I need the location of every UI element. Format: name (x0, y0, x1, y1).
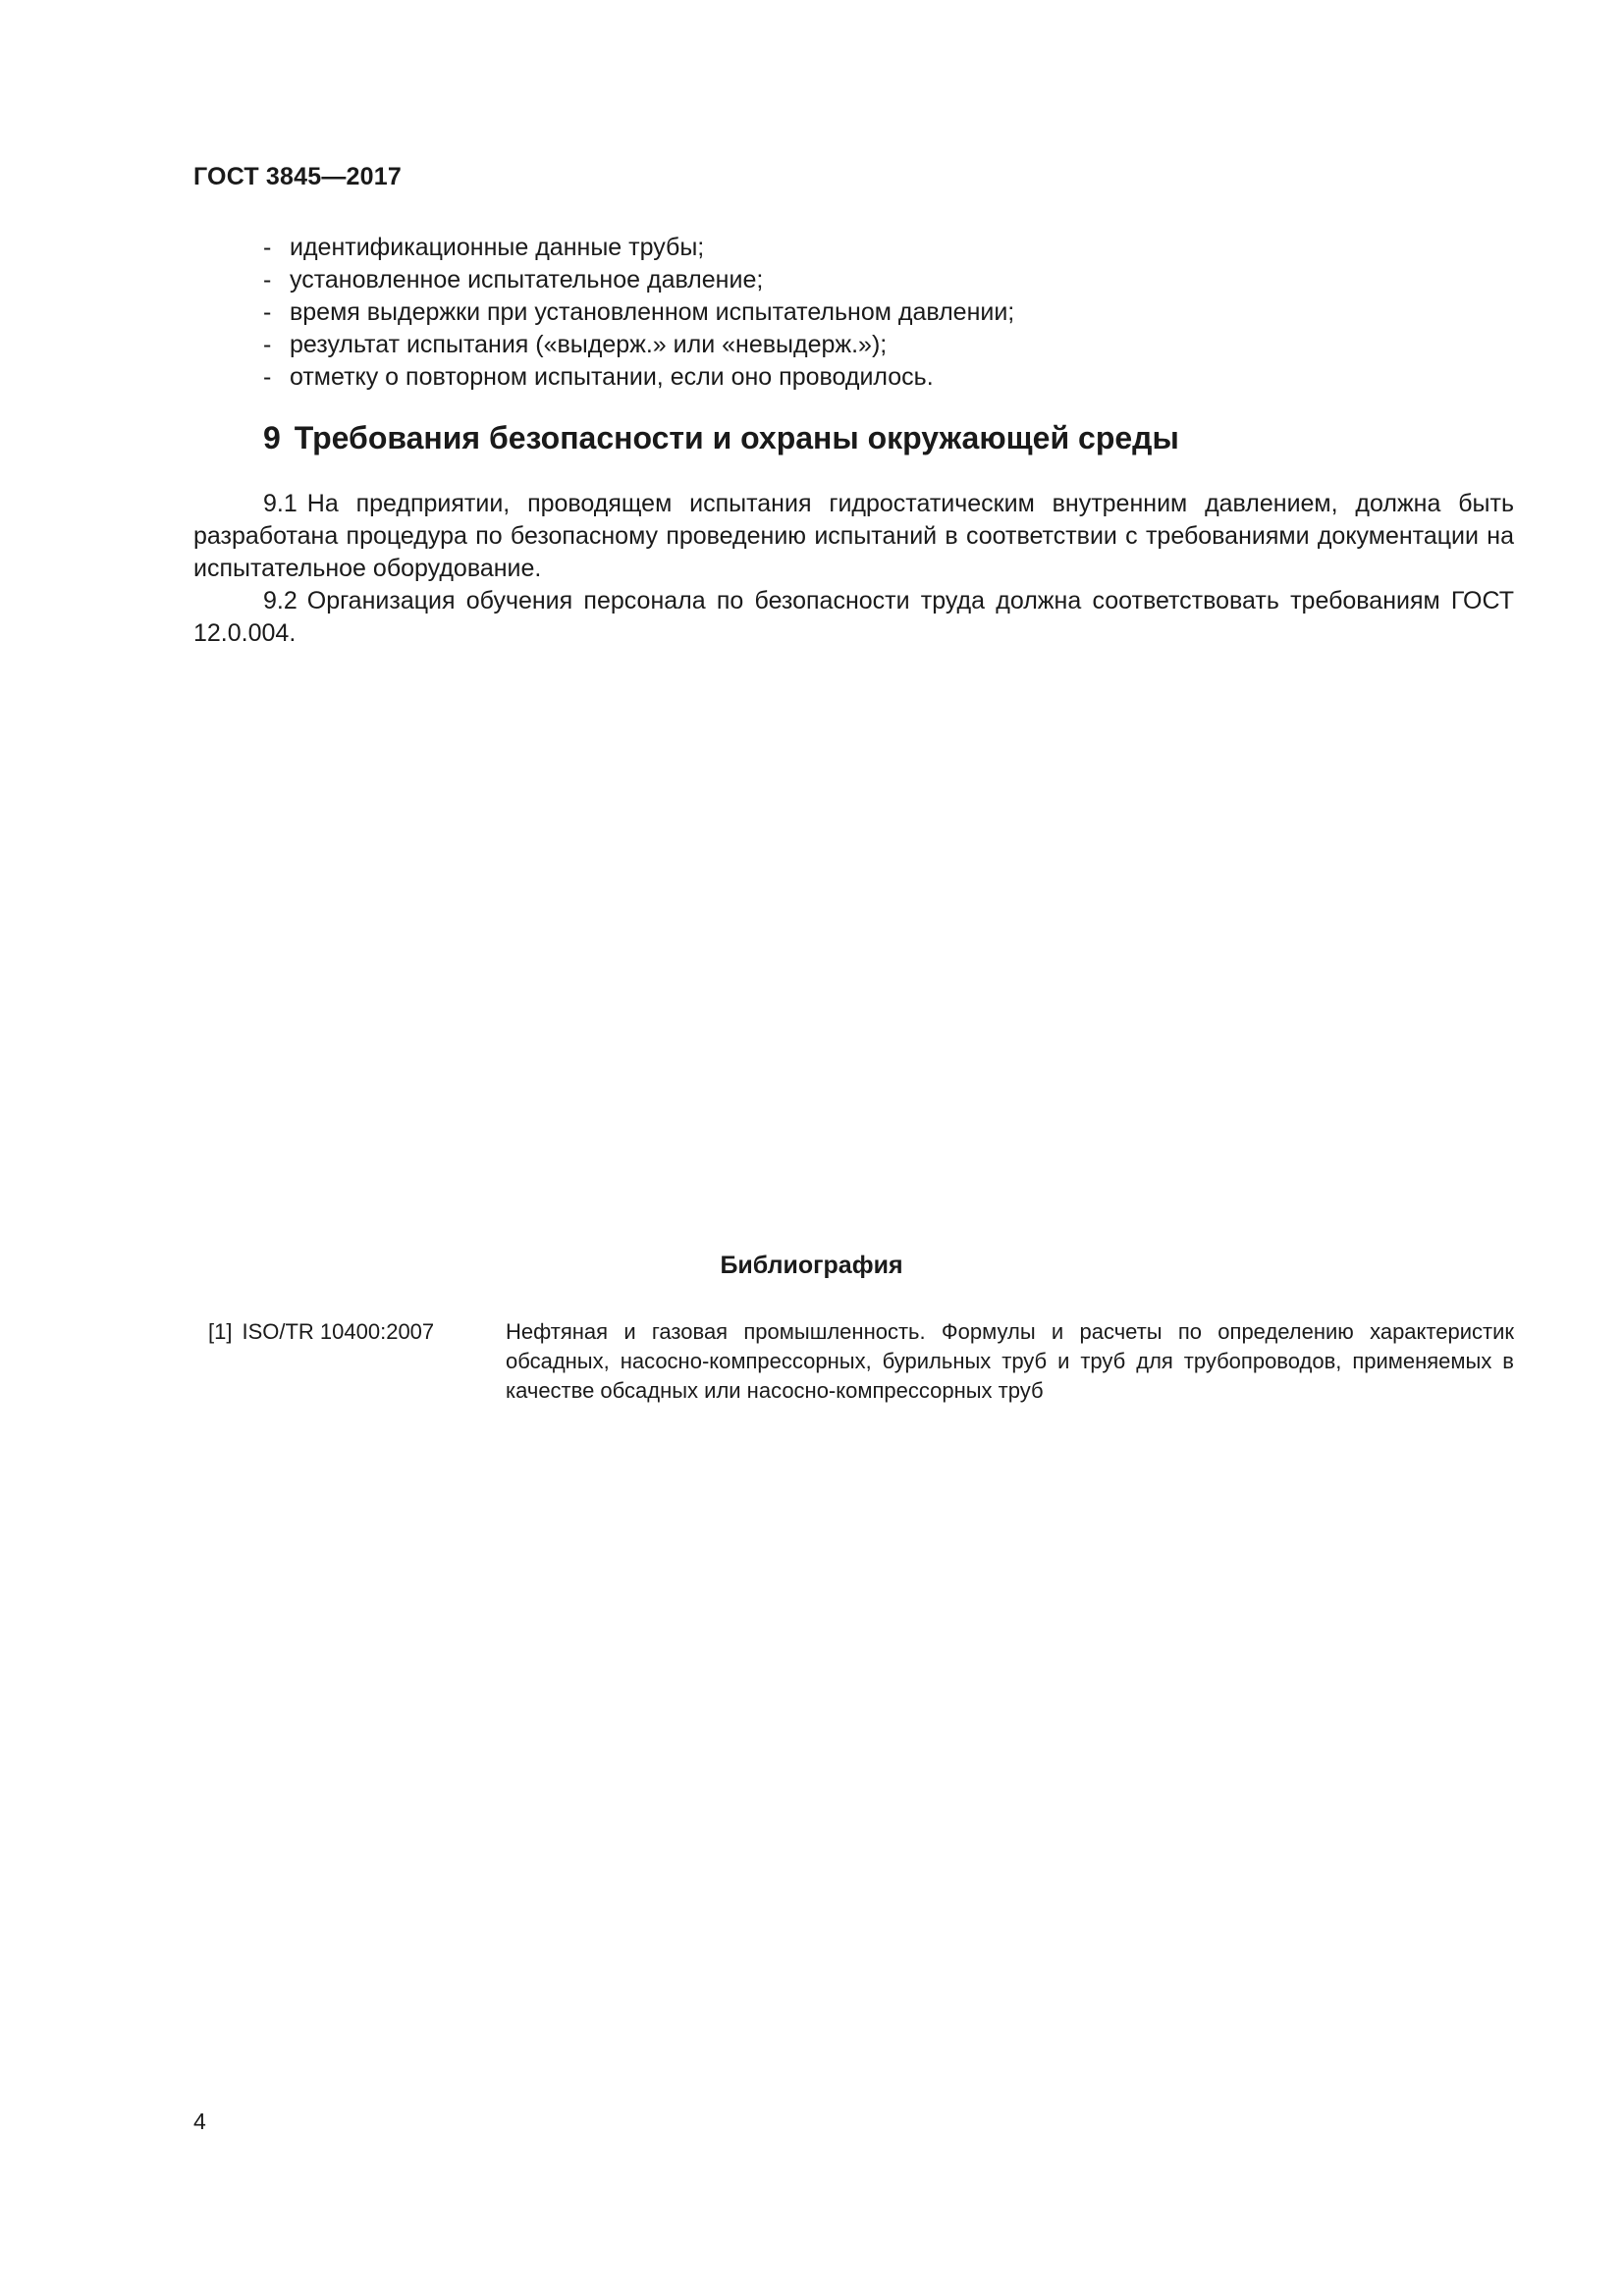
list-item: - установленное испытательное давление; (263, 264, 1014, 296)
paragraph-text: На предприятии, проводящем испытания гидростатическим внутренним давлением, должна быть разработана процедура по безопасному проведению испытаний в соответствии с требованиями документации на испытательное оборудование. (193, 490, 1514, 582)
page-number: 4 (193, 2109, 206, 2134)
paragraph-text: Организация обучения персонала по безопасности труда должна соответствовать требованиям ГОСТ 12.0.004. (193, 587, 1514, 647)
list-item: - идентификационные данные трубы; (263, 232, 1014, 264)
bibliography-reference (208, 1317, 434, 1347)
list-item: - результат испытания («выдерж.» или «невыдерж.»); (263, 329, 1014, 361)
section-heading (263, 420, 1179, 456)
section-title: Требования безопасности и охраны окружающей среды (294, 420, 1179, 455)
paragraph-number: 9.2 (263, 587, 298, 614)
paragraph-9-2 (193, 585, 1514, 650)
requirements-list (263, 232, 1014, 394)
list-item: - отметку о повторном испытании, если оно проводилось. (263, 361, 1014, 394)
bibliography-index: [1] (208, 1319, 233, 1344)
bibliography-text: Нефтяная и газовая промышленность. Формулы и расчеты по определению характеристик обсадных, насосно-компрессорных, бурильных труб и труб для трубопроводов, применяемых в качестве обсадных или насосно-компрессорных труб (506, 1319, 1514, 1403)
bibliography-title: Библиография (720, 1252, 903, 1279)
paragraph-number: 9.1 (263, 490, 298, 517)
list-item: - время выдержки при установленном испытательном давлении; (263, 296, 1014, 329)
section-number: 9 (263, 420, 281, 455)
paragraph-9-1 (193, 488, 1514, 585)
document-code-header: ГОСТ 3845—2017 (193, 163, 402, 190)
bibliography-code: ISO/TR 10400:2007 (242, 1319, 435, 1344)
